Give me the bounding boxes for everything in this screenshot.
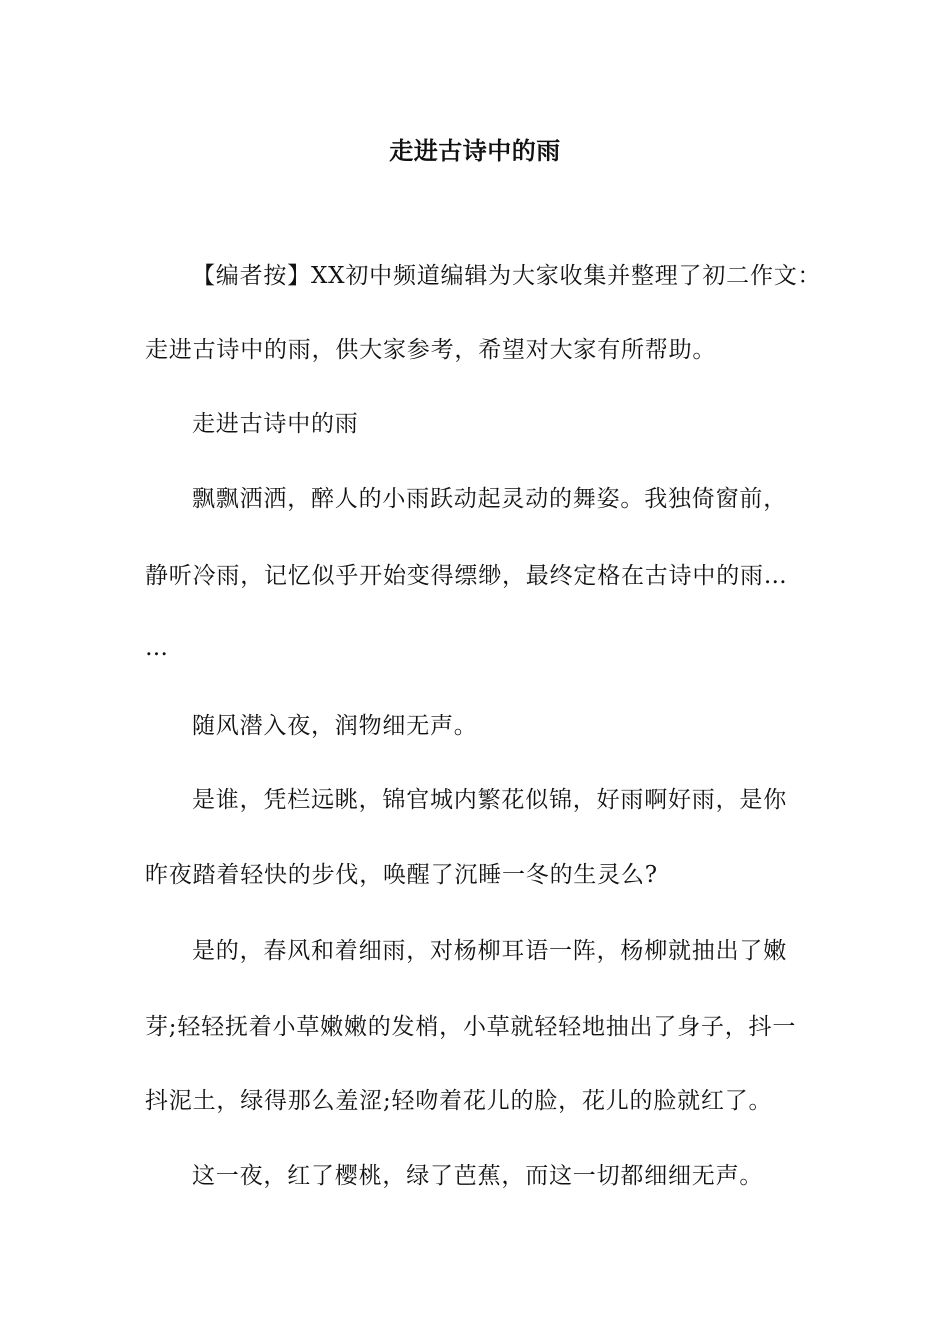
paragraph-line: 静听冷雨，记忆似乎开始变得缥缈，最终定格在古诗中的雨… (145, 563, 788, 589)
paragraph-line: 【编者按】XX初中频道编辑为大家收集并整理了初二作文： (192, 263, 822, 289)
paragraph-line: … (145, 635, 169, 661)
paragraph-line: 这一夜，红了樱桃，绿了芭蕉，而这一切都细细无声。 (192, 1163, 764, 1189)
paragraph-line: 芽;轻轻抚着小草嫩嫩的发梢，小草就轻轻地抽出了身子，抖一 (145, 1014, 797, 1040)
paragraph-line: 随风潜入夜，润物细无声。 (192, 713, 478, 739)
paragraph-line: 是的，春风和着细雨，对杨柳耳语一阵，杨柳就抽出了嫩 (192, 938, 787, 964)
paragraph-line: 走进古诗中的雨 (192, 411, 359, 437)
paragraph-line: 是谁，凭栏远眺，锦官城内繁花似锦，好雨啊好雨，是你 (192, 787, 787, 813)
paragraph-line: 昨夜踏着轻快的步伐，唤醒了沉睡一冬的生灵么? (145, 862, 658, 888)
paragraph-line: 飘飘洒洒，醉人的小雨跃动起灵动的舞姿。我独倚窗前， (192, 486, 787, 512)
paragraph-line: 走进古诗中的雨，供大家参考，希望对大家有所帮助。 (145, 337, 717, 363)
paragraph-line: 抖泥土，绿得那么羞涩;轻吻着花儿的脸，花儿的脸就红了。 (145, 1088, 773, 1114)
document-title: 走进古诗中的雨 (389, 136, 561, 165)
